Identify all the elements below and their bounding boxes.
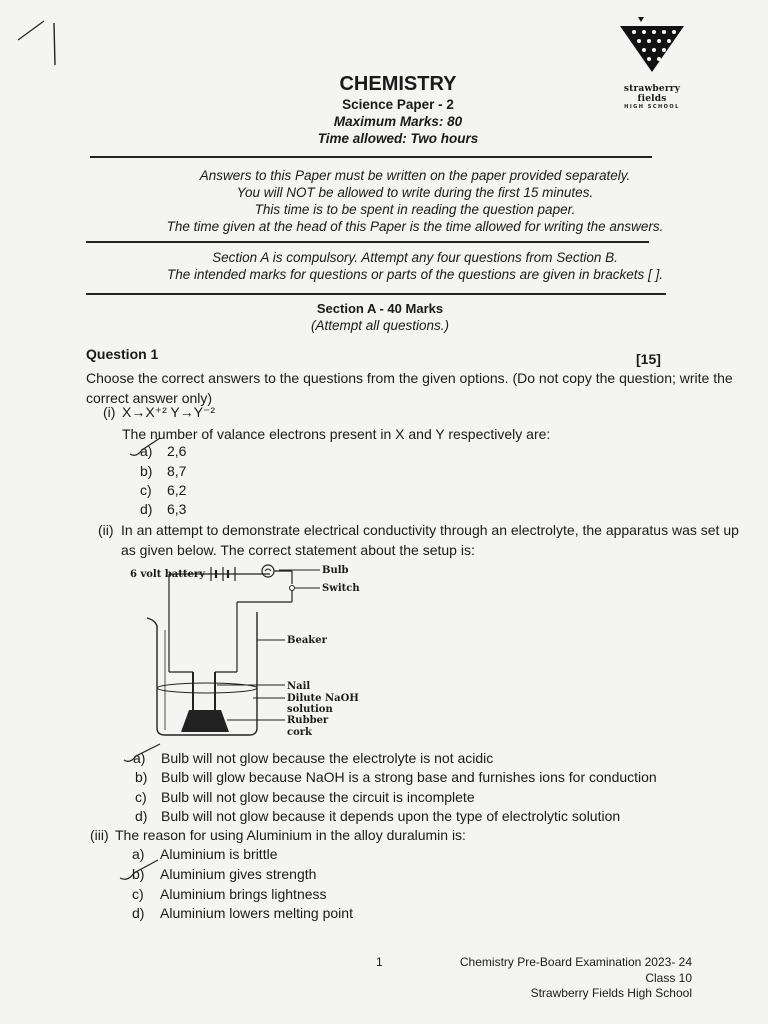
part-iii-stem: The reason for using Aluminium in the alloy duralumin is: [115,827,466,843]
option-label: b) [132,866,145,882]
strawberry-logo-icon [612,14,692,76]
option-text: Bulb will not glow because the electrolyte is not acidic [161,750,494,766]
part-i-number: (i) [103,404,116,420]
option-label: d) [132,905,145,921]
paper-name: Science Paper - 2 [342,97,454,112]
question-intro-line2: correct answer only) [86,389,213,406]
part-iii-number: (iii) [90,827,109,843]
electrolysis-apparatus-diagram [125,560,370,745]
logo-school-name: strawberry fields [623,84,681,104]
option-text: Aluminium is brittle [160,846,278,862]
diagram-label-switch: Switch [322,583,360,594]
option-label: b) [135,769,148,785]
option-label: c) [132,886,144,902]
diagram-label-beaker: Beaker [287,635,327,646]
option-label: d) [135,808,148,824]
diagram-label-nail: Nail [287,681,311,692]
diagram-label-solution: Dilute NaOH [287,693,359,704]
answer-tick-mark [118,858,163,884]
option-label: c) [140,482,152,498]
answer-tick-mark [128,436,168,460]
option-text: Aluminium brings lightness [160,886,327,902]
instruction-line: Answers to this Paper must be written on the paper provided separately. [199,168,631,183]
answer-tick-mark [122,742,167,766]
option-text: Bulb will not glow because the circuit is incomplete [161,789,475,805]
instructions-block [150,167,680,235]
section-a-subtitle: (Attempt all questions.) [310,318,450,333]
diagram-label-battery: 6 volt battery [130,569,205,580]
switch-icon [290,586,295,601]
section-instructions [150,249,680,283]
option-label: b) [140,463,153,479]
option-label: a) [140,443,153,459]
logo-school-sub: HIGH SCHOOL [624,104,680,110]
bulb-icon [262,565,274,577]
option-text: Bulb will glow because NaOH is a strong base and furnishes ions for conduction [161,769,657,785]
part-i-equation: X→X⁺² Y→Y⁻² [122,404,216,420]
divider-2 [86,241,649,243]
option-label: c) [135,789,147,805]
section-instruction-line1: Section A is compulsory. Attempt any four questions from Section B. [212,250,618,265]
part-ii-stem [121,521,739,560]
option-text: 8,7 [167,463,187,479]
instruction-line: The time given at the head of this Paper is the time allowed for writing the answers. [166,219,664,234]
footer-school: Strawberry Fields High School [530,986,692,1000]
option-label: d) [140,501,153,517]
school-logo [612,14,692,110]
option-text: 2,6 [167,443,187,459]
instruction-line: This time is to be spent in reading the question paper. [254,202,576,217]
question-label: Question 1 [86,346,159,362]
option-text: Bulb will not glow because it depends upon the type of electrolytic solution [161,808,621,824]
section-a-title: Section A - 40 Marks [316,301,444,316]
footer-block [440,955,692,1002]
instruction-line: You will NOT be allowed to write during the first 15 minutes. [236,185,594,200]
footer-class: Class 10 [645,970,692,985]
part-ii-stem-line1: In an attempt to demonstrate electrical conductivity through an electrolyte, the apparatus was set up [121,522,739,538]
diagram-label-solution-2: solution [287,704,333,715]
option-label: a) [133,750,146,766]
option-text: Aluminium gives strength [160,866,317,882]
question-marks: [15] [636,351,661,367]
diagram-label-bulb: Bulb [322,565,349,576]
option-text: Aluminium lowers melting point [160,905,353,921]
option-text: 6,3 [167,501,187,517]
max-marks: Maximum Marks: 80 [333,114,463,129]
part-i-stem: The number of valance electrons present in X and Y respectively are: [122,426,551,442]
question-intro-line1: Choose the correct answers to the questions from the given options. (Do not copy the question; write the [86,370,733,386]
pen-marks [10,15,70,75]
part-ii-stem-line2: as given below. The correct statement about the setup is: [121,541,475,558]
diagram-label-cork: Rubber [287,715,329,726]
divider-1 [90,156,652,158]
footer-exam: Chemistry Pre-Board Examination 2023- 24 [459,955,692,969]
diagram-label-cork-2: cork [287,727,312,738]
part-ii-number: (ii) [98,522,114,538]
option-label: a) [132,846,145,862]
section-instruction-line2: The intended marks for questions or parts of the questions are given in brackets [ ]. [166,267,663,282]
page-number: 1 [376,955,383,969]
divider-3 [86,293,666,295]
page-title: CHEMISTRY [339,73,457,95]
time-allowed: Time allowed: Two hours [317,131,479,146]
option-text: 6,2 [167,482,187,498]
